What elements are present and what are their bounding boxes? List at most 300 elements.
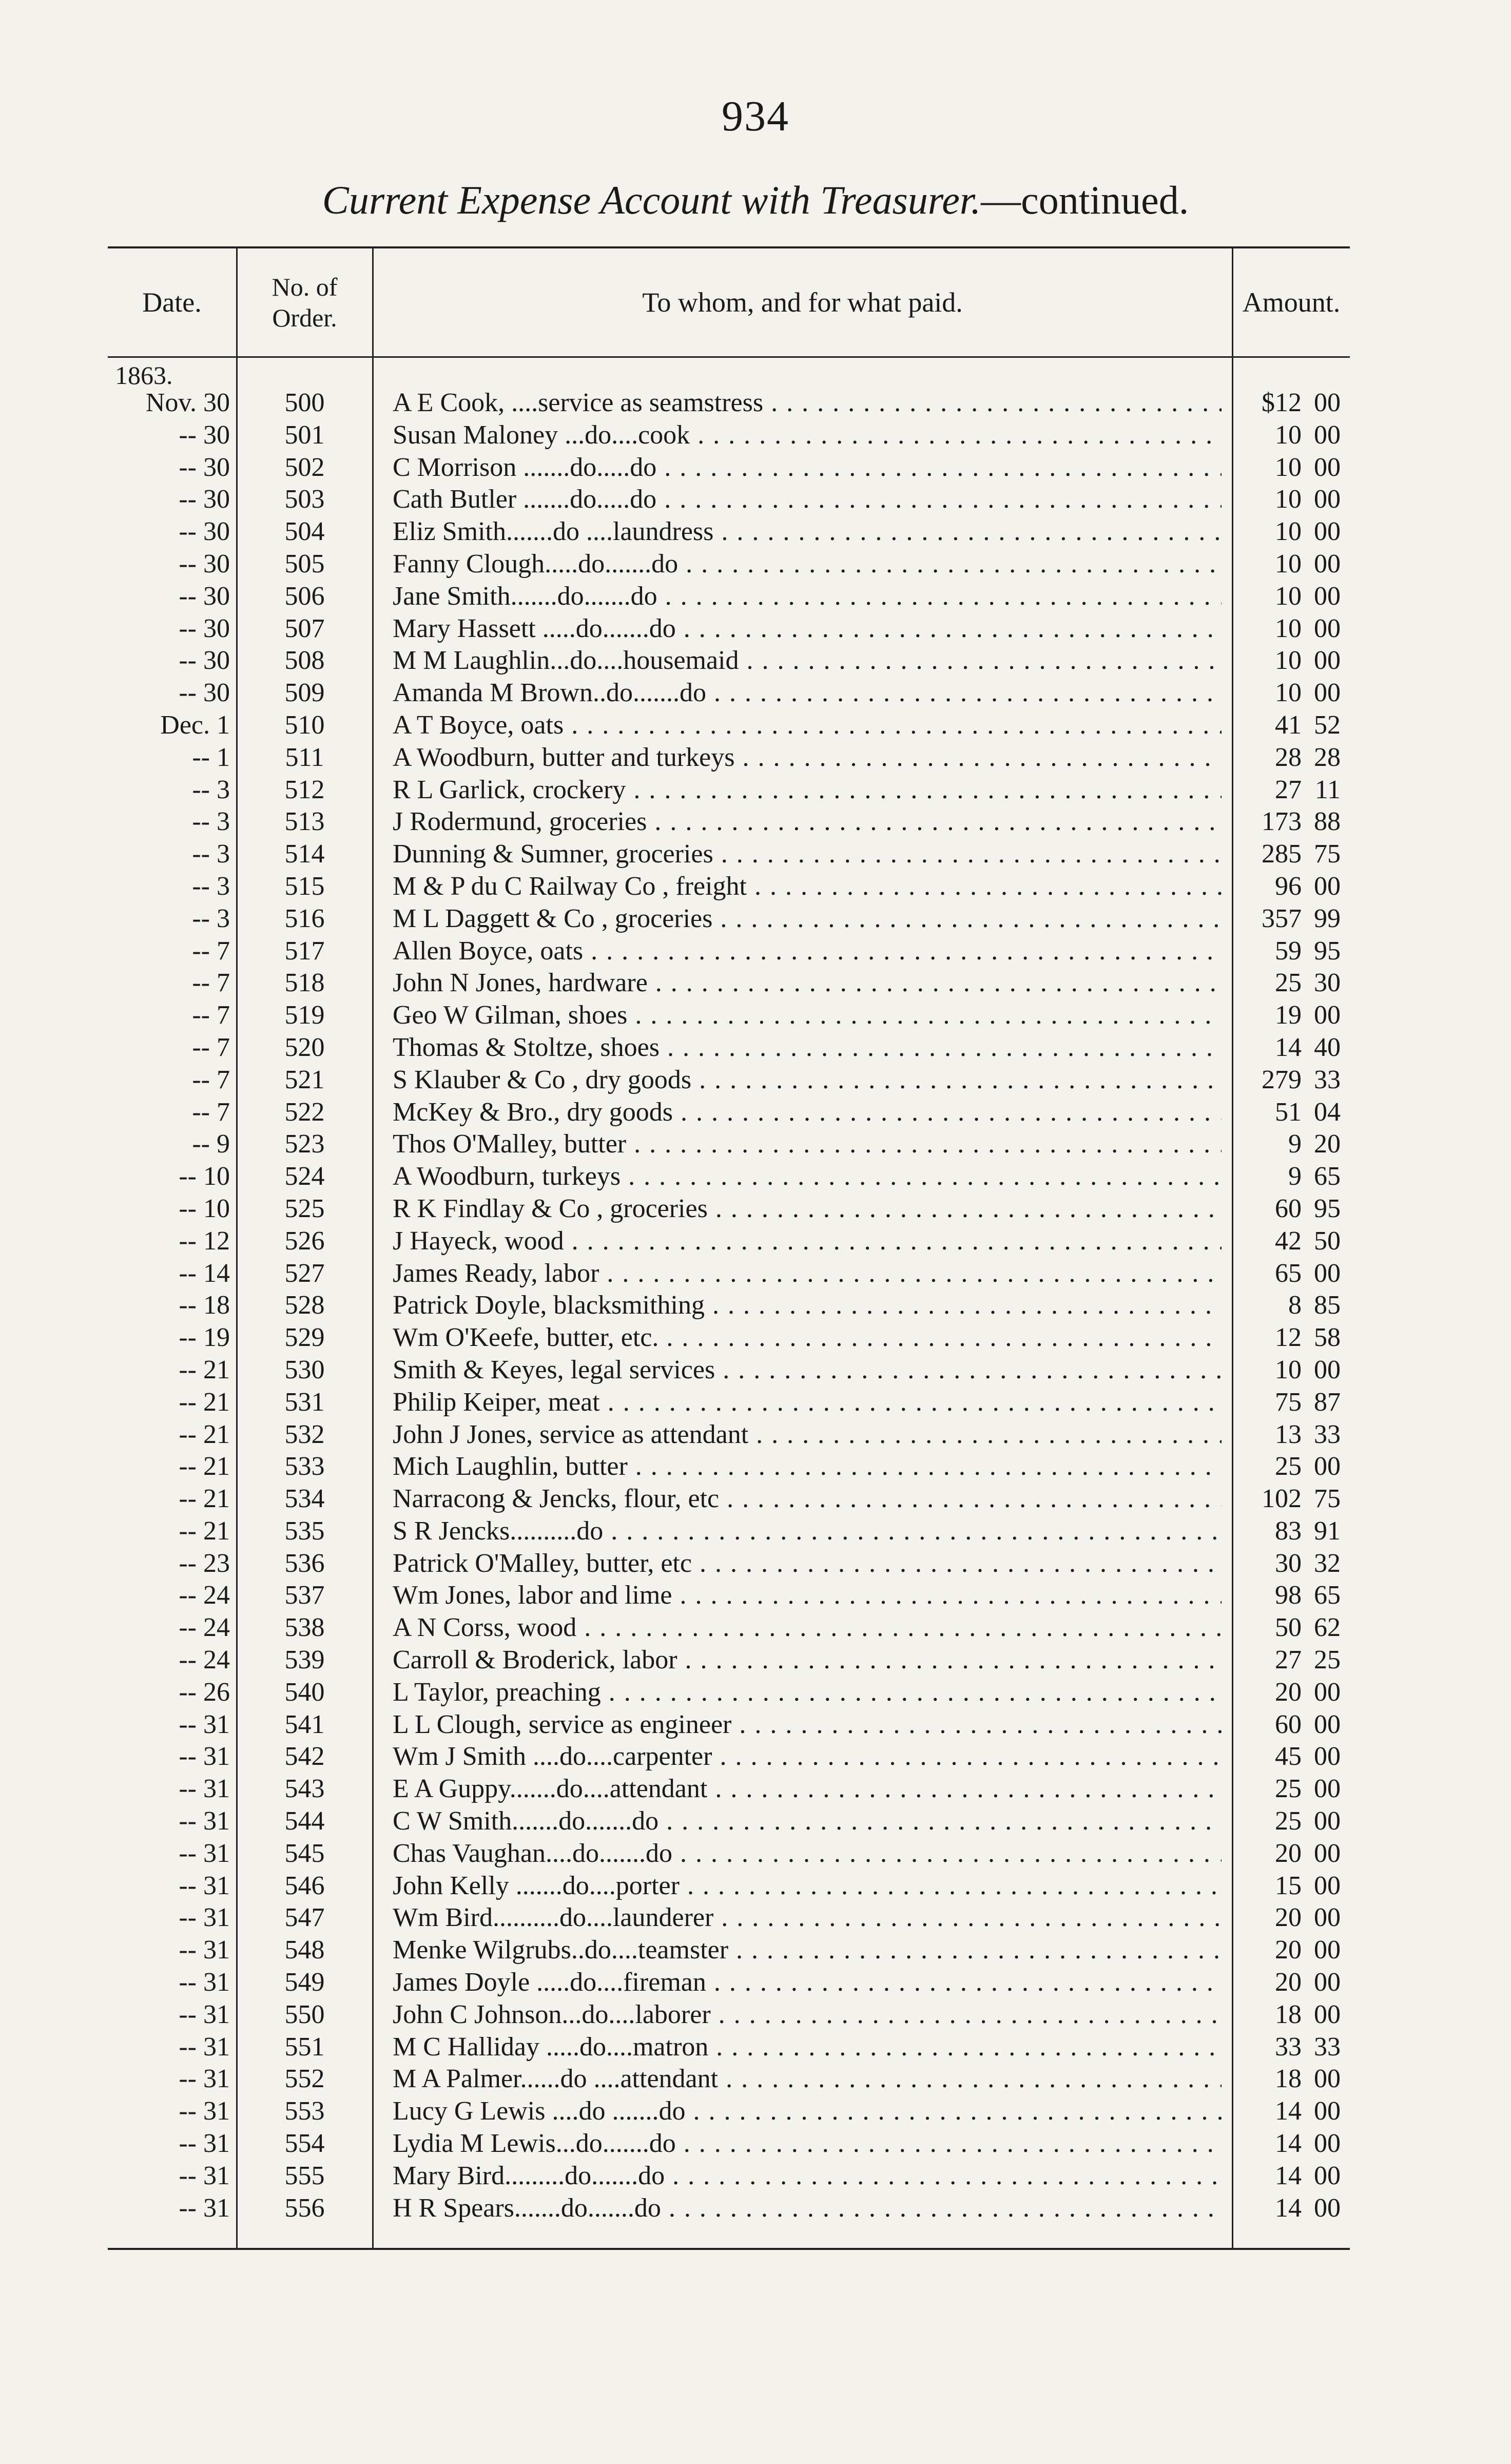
entry-order-number: 520: [284, 1032, 325, 1062]
entry-order-number: 533: [284, 1452, 325, 1481]
entry-order-number: 519: [284, 1000, 325, 1030]
entry-date: -- 30: [179, 517, 230, 547]
entry-amount-dollars: 25: [1275, 1774, 1302, 1804]
entry-amount-dollars: 10: [1275, 678, 1302, 708]
entry-payee: Mary Bird.........do.......do . . .: [393, 2160, 1222, 2192]
entry-order-number: 512: [284, 775, 325, 804]
entry-amount-dollars: 13: [1275, 1419, 1302, 1449]
entry-payee: A Woodburn, butter and turkeys . . .: [393, 742, 1222, 774]
entry-payee: Wm O'Keefe, butter, etc. . . .: [393, 1322, 1222, 1354]
header-order: [237, 248, 372, 356]
entry-date: -- 21: [179, 1387, 230, 1417]
entry-amount-dollars: 9: [1288, 1162, 1302, 1191]
entry-amount: [1233, 452, 1341, 484]
table-row: [108, 1644, 1350, 1677]
entry-date: -- 31: [179, 1838, 230, 1868]
entry-amount-dollars: 33: [1275, 2032, 1302, 2062]
entry-amount-dollars: 60: [1275, 1709, 1302, 1739]
entry-payee: C W Smith.......do.......do . . .: [393, 1805, 1222, 1838]
entry-amount-dollars: 8: [1288, 1291, 1302, 1320]
entry-payee: S Klauber & Co , dry goods . . .: [393, 1064, 1222, 1096]
entry-amount: [1233, 1644, 1341, 1677]
table-row: [108, 419, 1350, 452]
entry-order-number: 552: [284, 2064, 325, 2094]
entry-payee: Menke Wilgrubs..do....teamster . . .: [393, 1934, 1222, 1967]
entry-amount-cents: 20: [1314, 1129, 1341, 1159]
table-row: [108, 613, 1350, 645]
entry-date: -- 1: [192, 742, 230, 772]
entry-order-number: 535: [284, 1516, 325, 1546]
entry-amount: [1233, 1805, 1341, 1838]
entry-amount-dollars: 12: [1275, 1323, 1302, 1353]
entry-order-number: 507: [284, 613, 325, 643]
entry-amount-cents: 95: [1314, 1194, 1341, 1223]
entry-amount-cents: 65: [1314, 1581, 1341, 1610]
entry-amount-cents: 00: [1314, 452, 1341, 482]
table-row: [108, 742, 1350, 774]
entry-amount-dollars: 50: [1275, 1613, 1302, 1643]
entry-payee: R L Garlick, crockery . . .: [393, 774, 1222, 806]
entry-amount-cents: 00: [1314, 1355, 1341, 1384]
entry-payee: J Hayeck, wood . . .: [393, 1225, 1222, 1258]
entry-amount-dollars: 10: [1275, 517, 1302, 547]
entry-amount: [1233, 1999, 1341, 2031]
entry-date: -- 31: [179, 2032, 230, 2062]
header-whom: To whom, and for what paid.: [642, 287, 963, 318]
entry-amount: [1233, 999, 1341, 1032]
ledger-rows: [108, 387, 1350, 2224]
table-row: [108, 1387, 1350, 1419]
entry-order-number: 538: [284, 1613, 325, 1643]
page-title: [0, 177, 1511, 223]
entry-amount-cents: 00: [1314, 1000, 1341, 1030]
entry-order-number: 526: [284, 1226, 325, 1256]
entry-payee: Geo W Gilman, shoes . . .: [393, 999, 1222, 1032]
entry-date: -- 30: [179, 613, 230, 643]
entry-order-number: 521: [284, 1065, 325, 1094]
entry-date: -- 31: [179, 1871, 230, 1900]
table-row: [108, 1580, 1350, 1612]
entry-payee: Eliz Smith.......do ....laundress . . .: [393, 516, 1222, 548]
entry-date: -- 24: [179, 1613, 230, 1643]
entry-amount-cents: 99: [1314, 903, 1341, 933]
entry-date: -- 30: [179, 485, 230, 514]
entry-order-number: 548: [284, 1935, 325, 1965]
entry-date: -- 7: [192, 1097, 230, 1127]
entry-amount-cents: 00: [1314, 1742, 1341, 1772]
entry-order-number: 554: [284, 2129, 325, 2159]
entry-date: -- 31: [179, 2096, 230, 2126]
entry-order-number: 540: [284, 1677, 325, 1707]
entry-order-number: 505: [284, 549, 325, 579]
entry-amount: [1233, 774, 1341, 806]
table-row: [108, 1773, 1350, 1805]
entry-amount: [1233, 2192, 1341, 2225]
table-row: [108, 1419, 1350, 1451]
entry-amount-dollars: 285: [1262, 839, 1302, 869]
table-row: [108, 2063, 1350, 2095]
table-row: [108, 1934, 1350, 1967]
entry-date: -- 21: [179, 1355, 230, 1384]
table-row: [108, 452, 1350, 484]
entry-date: -- 14: [179, 1258, 230, 1288]
entry-payee: Mich Laughlin, butter . . .: [393, 1451, 1222, 1483]
entry-amount-cents: 00: [1314, 1871, 1341, 1900]
entry-amount-dollars: 18: [1275, 2064, 1302, 2094]
entry-payee: L L Clough, service as engineer . . .: [393, 1709, 1222, 1741]
entry-amount-cents: 00: [1314, 1677, 1341, 1707]
entry-order-number: 503: [284, 485, 325, 514]
entry-date: -- 30: [179, 646, 230, 676]
entry-payee: M M Laughlin...do....housemaid . . .: [393, 645, 1222, 677]
page-title-main: Current Expense Account with Treasurer.: [322, 178, 981, 222]
entry-amount: [1233, 1419, 1341, 1451]
entry-amount-dollars: 20: [1275, 1935, 1302, 1965]
table-row: [108, 2160, 1350, 2192]
entry-amount-cents: 87: [1314, 1387, 1341, 1417]
entry-payee: E A Guppy.......do....attendant . . .: [393, 1773, 1222, 1805]
entry-payee: A E Cook, ....service as seamstress . . .: [393, 387, 1222, 419]
entry-amount-dollars: 75: [1275, 1387, 1302, 1417]
entry-date: -- 7: [192, 1065, 230, 1094]
entry-amount-cents: 00: [1314, 1903, 1341, 1933]
entry-amount-dollars: 10: [1275, 485, 1302, 514]
entry-amount: [1233, 419, 1341, 452]
entry-order-number: 506: [284, 581, 325, 611]
entry-amount-dollars: $12: [1262, 388, 1302, 417]
entry-amount: [1233, 1451, 1341, 1483]
entry-date: -- 3: [192, 807, 230, 837]
entry-amount-dollars: 20: [1275, 1838, 1302, 1868]
table-row: [108, 677, 1350, 709]
entry-amount-cents: 28: [1314, 742, 1341, 772]
entry-payee: John Kelly .......do....porter . . .: [393, 1870, 1222, 1902]
entry-amount-dollars: 51: [1275, 1097, 1302, 1127]
entry-amount-cents: 00: [1314, 2129, 1341, 2159]
entry-date: -- 31: [179, 2161, 230, 2190]
entry-date: -- 31: [179, 2064, 230, 2094]
entry-amount-cents: 00: [1314, 485, 1341, 514]
entry-date: -- 18: [179, 1291, 230, 1320]
header-order-line1: No. of: [272, 273, 338, 301]
table-row: [108, 1193, 1350, 1225]
entry-order-number: 549: [284, 1968, 325, 1997]
entry-amount-dollars: 18: [1275, 1999, 1302, 2029]
entry-order-number: 501: [284, 420, 325, 450]
ledger-table: [108, 246, 1350, 2250]
entry-date: -- 31: [179, 1903, 230, 1933]
entry-amount: [1233, 1967, 1341, 1999]
entry-amount-cents: 00: [1314, 2064, 1341, 2094]
entry-date: -- 30: [179, 452, 230, 482]
table-row: [108, 1161, 1350, 1193]
entry-amount-dollars: 83: [1275, 1516, 1302, 1546]
entry-order-number: 504: [284, 517, 325, 547]
entry-payee: Thos O'Malley, butter . . .: [393, 1128, 1222, 1161]
entry-amount-cents: 00: [1314, 1774, 1341, 1804]
entry-order-number: 555: [284, 2161, 325, 2190]
entry-date: -- 30: [179, 420, 230, 450]
entry-amount-cents: 00: [1314, 2161, 1341, 2190]
entry-payee: Cath Butler .......do.....do . . .: [393, 484, 1222, 516]
entry-order-number: 539: [284, 1645, 325, 1675]
entry-amount-dollars: 10: [1275, 613, 1302, 643]
table-row: [108, 2192, 1350, 2225]
entry-amount-dollars: 10: [1275, 420, 1302, 450]
entry-payee: Narracong & Jencks, flour, etc . . .: [393, 1483, 1222, 1515]
entry-date: -- 31: [179, 1999, 230, 2029]
entry-amount-dollars: 14: [1275, 2096, 1302, 2126]
entry-amount: [1233, 1548, 1341, 1580]
entry-amount-dollars: 96: [1275, 871, 1302, 901]
entry-amount-dollars: 14: [1275, 2129, 1302, 2159]
table-row: [108, 645, 1350, 677]
entry-payee: M C Halliday .....do....matron . . .: [393, 2031, 1222, 2064]
entry-amount: [1233, 1032, 1341, 1064]
entry-amount-dollars: 20: [1275, 1677, 1302, 1707]
header-rule: [108, 356, 1350, 358]
table-row: [108, 1902, 1350, 1934]
entry-order-number: 516: [284, 903, 325, 933]
entry-order-number: 525: [284, 1194, 325, 1223]
entry-order-number: 537: [284, 1581, 325, 1610]
entry-amount-dollars: 25: [1275, 968, 1302, 998]
entry-amount: [1233, 1225, 1341, 1258]
table-row: [108, 1870, 1350, 1902]
entry-date: -- 24: [179, 1581, 230, 1610]
entry-order-number: 509: [284, 678, 325, 708]
entry-date: -- 19: [179, 1323, 230, 1353]
entry-date: -- 31: [179, 1774, 230, 1804]
entry-order-number: 527: [284, 1258, 325, 1288]
entry-date: -- 31: [179, 2129, 230, 2159]
entry-amount: [1233, 1870, 1341, 1902]
entry-amount-dollars: 279: [1262, 1065, 1302, 1094]
entry-amount-cents: 00: [1314, 1258, 1341, 1288]
entry-payee: M & P du C Railway Co , freight . . .: [393, 871, 1222, 903]
entry-order-number: 522: [284, 1097, 325, 1127]
entry-amount-cents: 00: [1314, 581, 1341, 611]
entry-order-number: 523: [284, 1129, 325, 1159]
entry-amount: [1233, 1709, 1341, 1741]
entry-order-number: 510: [284, 710, 325, 740]
table-row: [108, 1999, 1350, 2031]
entry-amount-cents: 40: [1314, 1032, 1341, 1062]
entry-amount: [1233, 516, 1341, 548]
entry-amount: [1233, 1354, 1341, 1387]
entry-amount-cents: 00: [1314, 646, 1341, 676]
header-order-line2: Order.: [272, 303, 337, 332]
entry-amount-cents: 04: [1314, 1097, 1341, 1127]
entry-amount-cents: 00: [1314, 388, 1341, 417]
entry-amount-dollars: 357: [1262, 903, 1302, 933]
entry-amount: [1233, 2160, 1341, 2192]
entry-payee: H R Spears.......do.......do . . .: [393, 2192, 1222, 2225]
entry-payee: John C Johnson...do....laborer . . .: [393, 1999, 1222, 2031]
entry-amount-cents: 00: [1314, 517, 1341, 547]
entry-order-number: 556: [284, 2193, 325, 2223]
entry-order-number: 547: [284, 1903, 325, 1933]
entry-amount: [1233, 1483, 1341, 1515]
entry-payee: J Rodermund, groceries . . .: [393, 806, 1222, 838]
entry-date: Nov. 30: [145, 388, 230, 417]
entry-order-number: 502: [284, 452, 325, 482]
page-title-suffix: —continued.: [981, 178, 1189, 222]
entry-amount: [1233, 709, 1341, 742]
table-row: [108, 1289, 1350, 1322]
entry-payee: Allen Boyce, oats . . .: [393, 935, 1222, 968]
table-row: [108, 516, 1350, 548]
table-row: [108, 1483, 1350, 1515]
table-row: [108, 1805, 1350, 1838]
table-row: [108, 1354, 1350, 1387]
entry-amount: [1233, 838, 1341, 871]
entry-order-number: 541: [284, 1709, 325, 1739]
entry-order-number: 515: [284, 871, 325, 901]
entry-payee: Dunning & Sumner, groceries . . .: [393, 838, 1222, 871]
table-row: [108, 871, 1350, 903]
table-row: [108, 1225, 1350, 1258]
entry-amount: [1233, 1773, 1341, 1805]
entry-date: -- 3: [192, 775, 230, 804]
entry-date: -- 21: [179, 1452, 230, 1481]
entry-amount-dollars: 9: [1288, 1129, 1302, 1159]
entry-amount: [1233, 645, 1341, 677]
entry-amount-cents: 75: [1314, 1484, 1341, 1514]
entry-amount: [1233, 2128, 1341, 2160]
entry-order-number: 517: [284, 936, 325, 966]
entry-amount: [1233, 967, 1341, 999]
entry-amount-cents: 65: [1314, 1162, 1341, 1191]
entry-date: -- 31: [179, 1968, 230, 1997]
entry-amount-dollars: 27: [1275, 775, 1302, 804]
table-row: [108, 1515, 1350, 1548]
entry-date: -- 10: [179, 1162, 230, 1191]
entry-amount-cents: 00: [1314, 613, 1341, 643]
entry-payee: Wm Bird..........do....launderer . . .: [393, 1902, 1222, 1934]
entry-amount: [1233, 1934, 1341, 1967]
entry-payee: Lucy G Lewis ....do .......do . . .: [393, 2095, 1222, 2128]
entry-amount-dollars: 25: [1275, 1806, 1302, 1836]
entry-order-number: 531: [284, 1387, 325, 1417]
entry-amount-dollars: 15: [1275, 1871, 1302, 1900]
entry-order-number: 500: [284, 388, 325, 417]
year-label: 1863.: [115, 361, 173, 390]
entry-order-number: 534: [284, 1484, 325, 1514]
entry-payee: John J Jones, service as attendant . . .: [393, 1419, 1222, 1451]
entry-payee: A Woodburn, turkeys . . .: [393, 1161, 1222, 1193]
entry-amount-cents: 00: [1314, 1935, 1341, 1965]
entry-date: -- 31: [179, 2193, 230, 2223]
entry-payee: C Morrison .......do.....do . . .: [393, 452, 1222, 484]
entry-amount-cents: 00: [1314, 1999, 1341, 2029]
table-row: [108, 1064, 1350, 1096]
entry-amount-cents: 32: [1314, 1548, 1341, 1578]
entry-amount: [1233, 903, 1341, 935]
entry-amount-dollars: 19: [1275, 1000, 1302, 1030]
table-row: [108, 1032, 1350, 1064]
table-row: [108, 484, 1350, 516]
entry-order-number: 543: [284, 1774, 325, 1804]
entry-date: -- 3: [192, 903, 230, 933]
table-row: [108, 2095, 1350, 2128]
entry-date: -- 30: [179, 549, 230, 579]
entry-amount: [1233, 935, 1341, 968]
entry-payee: Lydia M Lewis...do.......do . . .: [393, 2128, 1222, 2160]
entry-amount-dollars: 28: [1275, 742, 1302, 772]
entry-amount: [1233, 387, 1341, 419]
entry-amount: [1233, 1096, 1341, 1129]
entry-date: -- 7: [192, 968, 230, 998]
entry-date: -- 21: [179, 1419, 230, 1449]
entry-order-number: 513: [284, 807, 325, 837]
entry-amount: [1233, 1515, 1341, 1548]
entry-amount-cents: 33: [1314, 1419, 1341, 1449]
entry-amount: [1233, 806, 1341, 838]
entry-amount-dollars: 10: [1275, 646, 1302, 676]
entry-amount-cents: 00: [1314, 1806, 1341, 1836]
entry-order-number: 514: [284, 839, 325, 869]
entry-amount-cents: 25: [1314, 1645, 1341, 1675]
entry-amount-dollars: 27: [1275, 1645, 1302, 1675]
entry-amount-cents: 62: [1314, 1613, 1341, 1643]
entry-order-number: 550: [284, 1999, 325, 2029]
entry-amount-dollars: 30: [1275, 1548, 1302, 1578]
entry-date: -- 9: [192, 1129, 230, 1159]
entry-order-number: 518: [284, 968, 325, 998]
entry-amount: [1233, 1838, 1341, 1870]
entry-amount-cents: 58: [1314, 1323, 1341, 1353]
entry-payee: McKey & Bro., dry goods . . .: [393, 1096, 1222, 1129]
header-date: Date.: [142, 287, 202, 318]
entry-date: Dec. 1: [160, 710, 230, 740]
entry-payee: Smith & Keyes, legal services . . .: [393, 1354, 1222, 1387]
entry-date: -- 30: [179, 581, 230, 611]
entry-payee: Wm Jones, labor and lime . . .: [393, 1580, 1222, 1612]
entry-amount-dollars: 14: [1275, 2193, 1302, 2223]
entry-amount-dollars: 42: [1275, 1226, 1302, 1256]
table-row: [108, 1322, 1350, 1354]
entry-amount-cents: 00: [1314, 1838, 1341, 1868]
entry-date: -- 31: [179, 1935, 230, 1965]
entry-amount: [1233, 1387, 1341, 1419]
entry-amount: [1233, 581, 1341, 613]
entry-amount: [1233, 871, 1341, 903]
entry-payee: Patrick O'Malley, butter, etc . . .: [393, 1548, 1222, 1580]
table-row: [108, 1838, 1350, 1870]
entry-order-number: 542: [284, 1742, 325, 1772]
entry-amount-cents: 00: [1314, 678, 1341, 708]
entry-payee: Jane Smith.......do.......do . . .: [393, 581, 1222, 613]
table-row: [108, 1709, 1350, 1741]
entry-amount: [1233, 742, 1341, 774]
table-row: [108, 2031, 1350, 2064]
entry-amount-dollars: 10: [1275, 1355, 1302, 1384]
entry-amount-cents: 11: [1314, 775, 1341, 804]
entry-payee: Chas Vaughan....do.......do . . .: [393, 1838, 1222, 1870]
entry-date: -- 7: [192, 936, 230, 966]
entry-amount: [1233, 1580, 1341, 1612]
entry-amount: [1233, 1741, 1341, 1773]
entry-amount-dollars: 41: [1275, 710, 1302, 740]
table-row: [108, 387, 1350, 419]
entry-amount: [1233, 677, 1341, 709]
table-row: [108, 1451, 1350, 1483]
entry-amount: [1233, 1064, 1341, 1096]
table-row: [108, 838, 1350, 871]
entry-amount-dollars: 173: [1262, 807, 1302, 837]
entry-order-number: 508: [284, 646, 325, 676]
